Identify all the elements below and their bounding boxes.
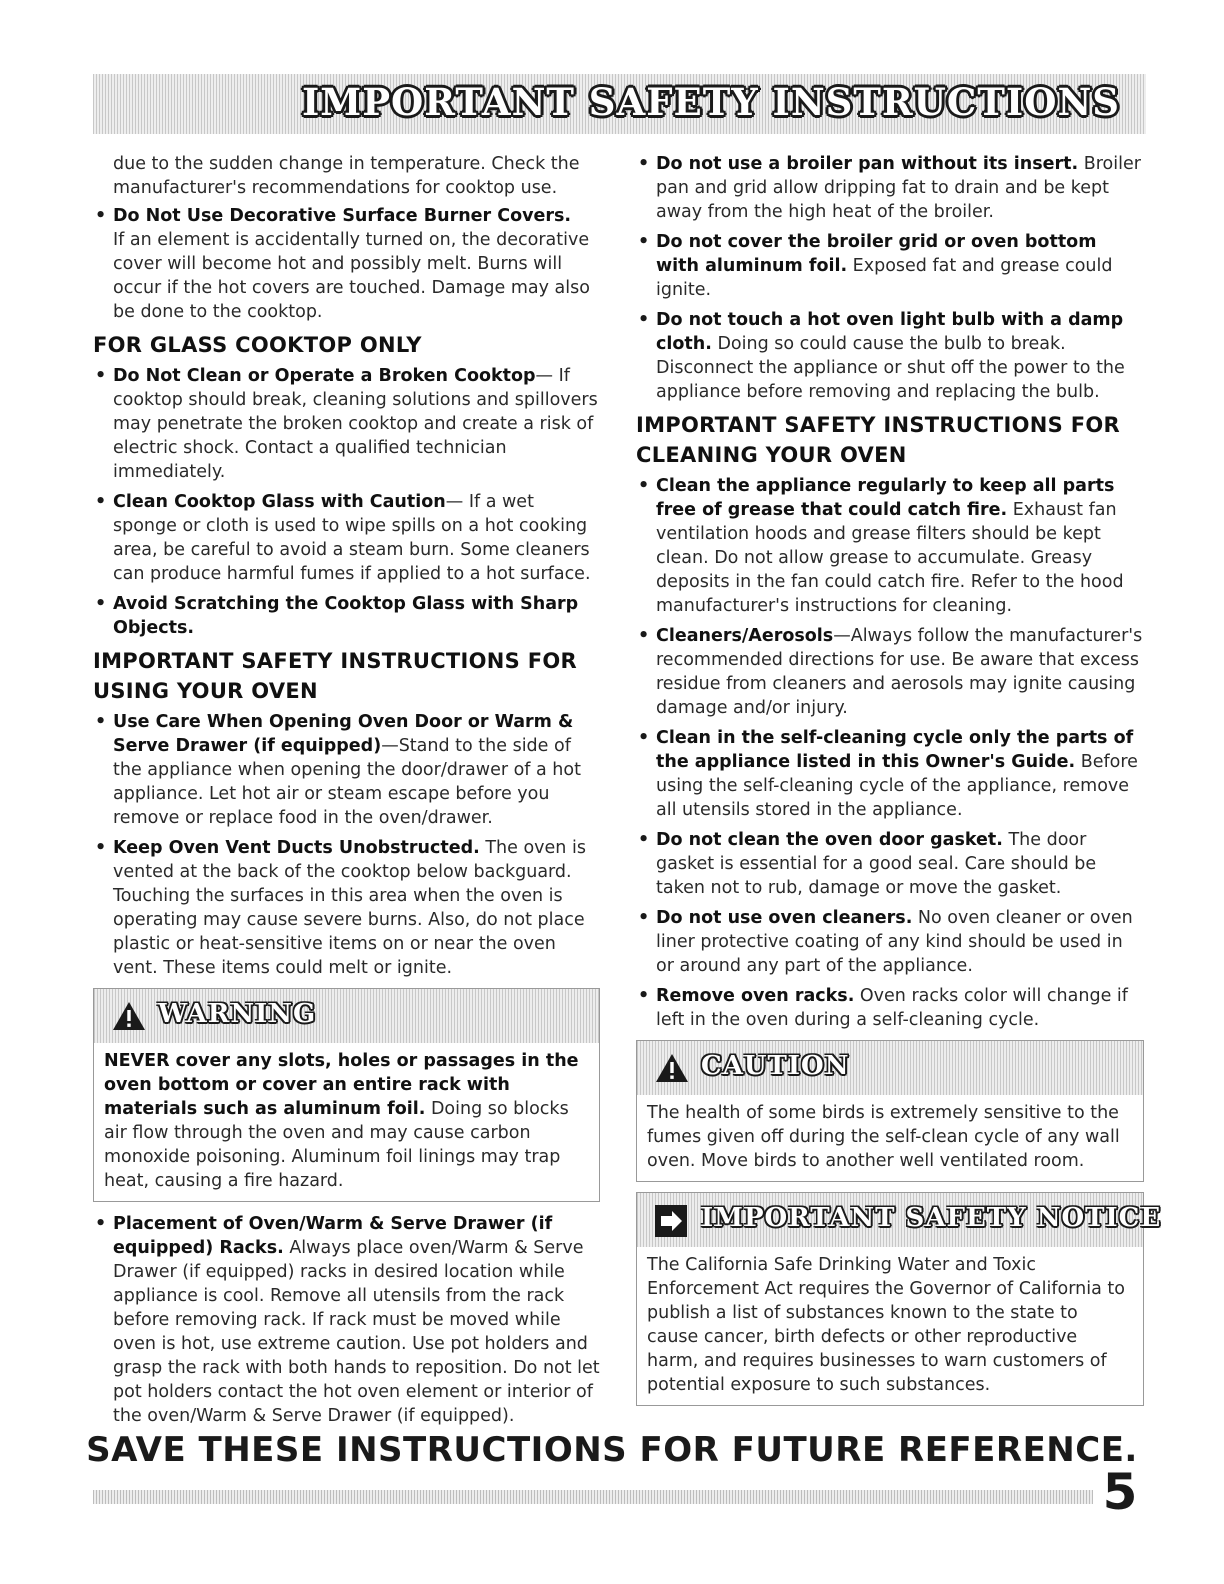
bullet-text: If an element is accidentally turned on, the decorative cover will become hot and possibly melt. Burns will occur if the hot covers are touched. Damage may also be done to the cooktop. xyxy=(113,230,590,322)
page-number: 5 xyxy=(1102,1463,1138,1521)
bullet-oven-door-care xyxy=(93,710,600,830)
bullet-dot: • xyxy=(638,310,650,330)
bullet-dot: • xyxy=(95,594,107,614)
bullet-lead: Keep Oven Vent Ducts Unobstructed. xyxy=(113,838,480,858)
bullet-rack-placement xyxy=(93,1212,600,1428)
right-column xyxy=(636,152,1162,1416)
notice-arrow-icon xyxy=(655,1205,687,1241)
bullet-remove-racks xyxy=(636,984,1144,1032)
bullet-lead: Use Care When Opening Oven Door or Warm & Serve Drawer (if equipped) xyxy=(113,712,574,756)
bullet-lead: Avoid Scratching the Cooktop Glass with Sharp Objects. xyxy=(113,594,579,638)
bullet-text: — If a wet sponge or cloth is used to wipe spills on a hot cooking area, be careful to avoid a steam burn. Some cleaners can produce harmful fumes if applied to a hot surface. xyxy=(113,492,591,584)
bullet-dot: • xyxy=(95,206,107,226)
warning-triangle-icon xyxy=(112,1001,146,1035)
notice-label: IMPORTANT SAFETY NOTICE xyxy=(701,1203,1162,1233)
bullet-oven-cleaners xyxy=(636,906,1144,978)
bullet-dot: • xyxy=(638,986,650,1006)
bullet-text: The oven is vented at the back of the cooktop below backguard. Touching the surfaces in this area when the oven is operating may cause severe burns. Also, do not place plastic or heat-sensitive items on or near the oven vent. These items could melt or ignite. xyxy=(113,838,586,978)
bullet-dot: • xyxy=(638,626,650,646)
bullet-lead: Do not clean the oven door gasket. xyxy=(656,830,1003,850)
bullet-dot: • xyxy=(95,492,107,512)
bullet-broken-cooktop xyxy=(93,364,600,484)
bullet-vent-ducts xyxy=(93,836,600,980)
bullet-text: — If cooktop should break, cleaning solutions and spillovers may penetrate the broken cooktop and create a risk of electric shock. Contact a qualified technician immediately. xyxy=(113,366,598,482)
bullet-lead: Clean in the self-cleaning cycle only the parts of the appliance listed in this Owner's Guide. xyxy=(656,728,1134,772)
warning-label: WARNING xyxy=(158,999,317,1029)
warning-lead: NEVER cover any slots, holes or passages in the oven bottom or cover an entire rack with materials such as aluminum foil. xyxy=(104,1051,579,1119)
warning-text: Doing so blocks air flow through the oven and may cause carbon monoxide poisoning. Aluminum foil linings may trap heat, causing a fire hazard. xyxy=(104,1099,569,1191)
bullet-lead: Do not use a broiler pan without its insert. xyxy=(656,154,1079,174)
bullet-light-bulb xyxy=(636,308,1144,404)
bullet-text: No oven cleaner or oven liner protective coating of any kind should be used in or around any part of the appliance. xyxy=(656,908,1133,976)
bullet-dot: • xyxy=(638,830,650,850)
bullet-dot: • xyxy=(638,908,650,928)
bullet-dot: • xyxy=(638,476,650,496)
bullet-dot: • xyxy=(95,1214,107,1234)
notice-body: The California Safe Drinking Water and Toxic Enforcement Act requires the Governor of California to publish a list of substances known to the state to cause cancer, birth defects or other reproductive harm, and requires businesses to warn customers of potential exposure to such substances. xyxy=(647,1255,1125,1395)
bullet-lead: Do Not Clean or Operate a Broken Cooktop xyxy=(113,366,536,386)
bullet-lead: Clean the appliance regularly to keep all parts free of grease that could catch fire. xyxy=(656,476,1115,520)
bullet-glass-caution xyxy=(93,490,600,586)
bullet-text: Exposed fat and grease could ignite. xyxy=(656,256,1113,300)
bullet-avoid-scratching xyxy=(93,592,600,640)
bullet-cleaners-aerosols xyxy=(636,624,1144,720)
notice-box xyxy=(636,1192,1162,1406)
section-heading-cleaning-oven: IMPORTANT SAFETY INSTRUCTIONS FOR CLEANING YOUR OVEN xyxy=(636,413,1120,467)
bullet-lead: Do not use oven cleaners. xyxy=(656,908,913,928)
bullet-lead: Remove oven racks. xyxy=(656,986,855,1006)
bullet-text: —Always follow the manufacturer's recommended directions for use. Be aware that excess residue from cleaners and aerosols may ignite causing damage and/or injury. xyxy=(656,626,1143,718)
bullet-text: Before using the self-cleaning cycle of the appliance, remove all utensils stored in the appliance. xyxy=(656,752,1138,820)
bullet-dot: • xyxy=(638,154,650,174)
header-banner xyxy=(93,74,1146,134)
notice-header xyxy=(637,1193,1162,1247)
footer-band xyxy=(93,1490,1093,1504)
bullet-lead: Do not cover the broiler grid or oven bottom with aluminum foil. xyxy=(656,232,1097,276)
bullet-lead: Clean Cooktop Glass with Caution xyxy=(113,492,446,512)
bullet-text: Exhaust fan ventilation hoods and grease filters should be kept clean. Do not allow grease to accumulate. Greasy deposits in the fan could catch fire. Refer to the hood manufacturer's instructions for cleaning. xyxy=(656,500,1124,616)
caution-box xyxy=(636,1040,1144,1182)
bullet-door-gasket xyxy=(636,828,1144,900)
bullet-text: —Stand to the side of the appliance when opening the door/drawer of a hot appliance. Let hot air or steam escape before you remove or replace food in the oven/drawer. xyxy=(113,736,581,828)
caution-label: CAUTION xyxy=(701,1051,850,1081)
bullet-lead: Do not touch a hot oven light bulb with a damp cloth. xyxy=(656,310,1124,354)
bullet-self-cleaning-parts xyxy=(636,726,1144,822)
bullet-text: The door gasket is essential for a good seal. Care should be taken not to rub, damage or move the gasket. xyxy=(656,830,1097,898)
section-heading-using-oven: IMPORTANT SAFETY INSTRUCTIONS FOR USING YOUR OVEN xyxy=(93,649,577,703)
bullet-dot: • xyxy=(95,366,107,386)
section-heading-glass-cooktop: FOR GLASS COOKTOP ONLY xyxy=(93,333,422,357)
bullet-lead: Do Not Use Decorative Surface Burner Covers. xyxy=(113,206,572,226)
bullet-text: Oven racks color will change if left in the oven during a self-cleaning cycle. xyxy=(656,986,1128,1030)
caution-triangle-icon xyxy=(655,1053,689,1087)
bullet-text: Doing so could cause the bulb to break. Disconnect the appliance or shut off the power to the appliance before removing and replacing the bulb. xyxy=(656,334,1125,402)
warning-body xyxy=(94,1043,599,1201)
caution-header xyxy=(637,1041,1143,1095)
intro-continuation: due to the sudden change in temperature. Check the manufacturer's recommendations for cooktop use. xyxy=(113,154,580,198)
left-column xyxy=(93,152,600,1434)
bullet-broiler-pan xyxy=(636,152,1144,224)
bullet-text: Broiler pan and grid allow dripping fat to drain and be kept away from the high heat of the broiler. xyxy=(656,154,1141,222)
bullet-dot: • xyxy=(638,232,650,252)
warning-box xyxy=(93,988,600,1202)
bullet-lead: Cleaners/Aerosols xyxy=(656,626,834,646)
bullet-dot: • xyxy=(95,712,107,732)
bullet-dot: • xyxy=(95,838,107,858)
page-title: IMPORTANT SAFETY INSTRUCTIONS xyxy=(301,80,1120,124)
bullet-clean-regularly xyxy=(636,474,1144,618)
bullet-text: Always place oven/Warm & Serve Drawer (if equipped) racks in desired location while appliance is cool. Remove all utensils from the rack before removing rack. If rack must be moved while oven is hot, use extreme caution. Use pot holders and grasp the rack with both hands to reposition. Do not let pot holders contact the hot oven element or interior of the oven/Warm & Serve Drawer (if equipped). xyxy=(113,1238,600,1426)
footer-title: SAVE THESE INSTRUCTIONS FOR FUTURE REFERENCE. xyxy=(86,1430,1138,1470)
bullet-decorative-covers xyxy=(93,204,600,324)
caution-body: The health of some birds is extremely sensitive to the fumes given off during the self-clean cycle of any wall oven. Move birds to another well ventilated room. xyxy=(647,1103,1120,1171)
bullet-dot: • xyxy=(638,728,650,748)
bullet-broiler-foil xyxy=(636,230,1144,302)
bullet-lead: Placement of Oven/Warm & Serve Drawer (if equipped) Racks. xyxy=(113,1214,553,1258)
warning-header xyxy=(94,989,599,1043)
